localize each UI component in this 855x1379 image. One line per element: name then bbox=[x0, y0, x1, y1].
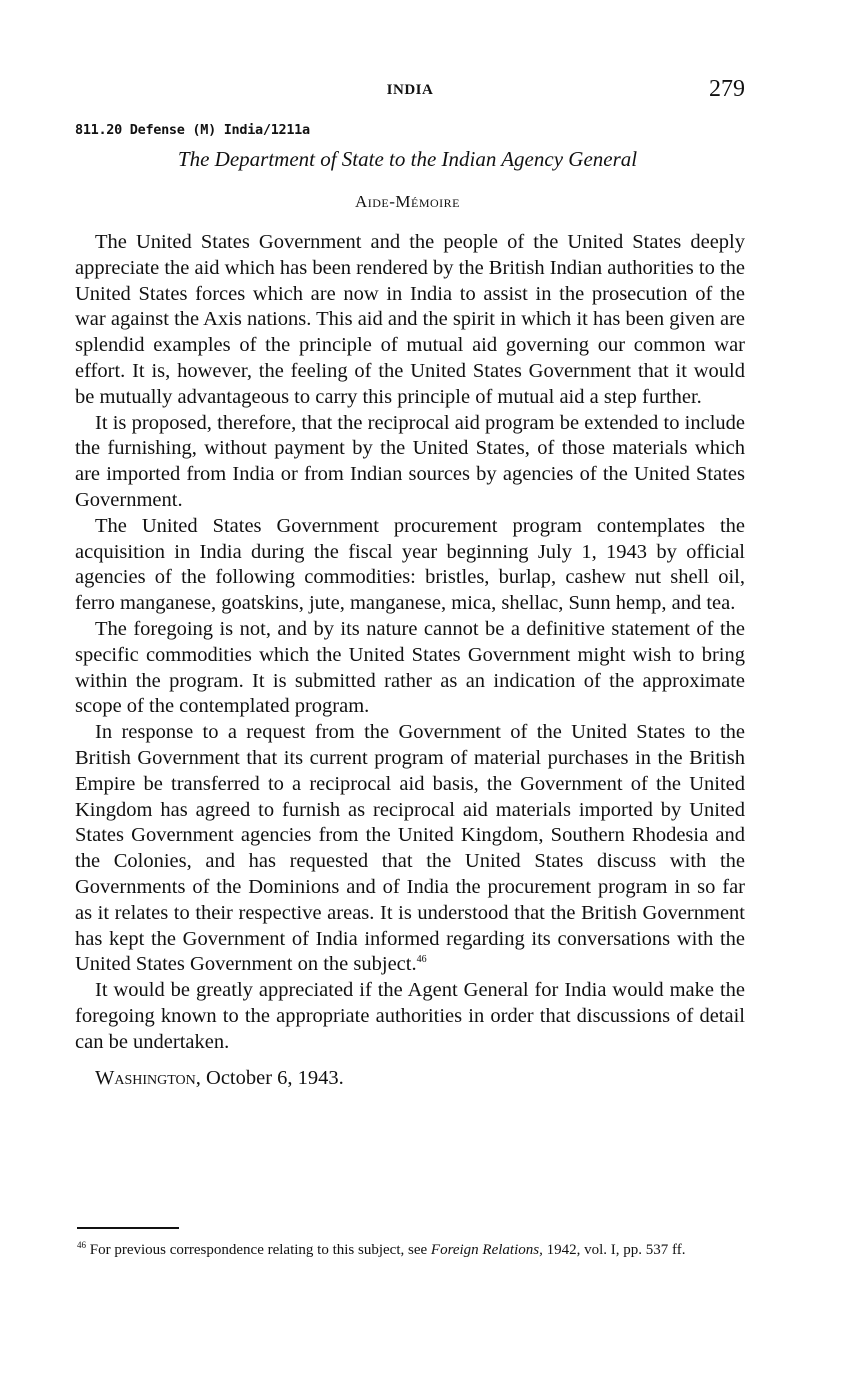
footnote-source: Foreign Relations, bbox=[430, 1242, 543, 1258]
paragraph: The United States Government and the people of the United States deeply appreciate the aid which has been rendered by the British Indian authorities to the United States forces which are now in India to assist in the prosecution of the war against the Axis nations. This aid and the spirit in which it has been given are splendid examples of the principle of mutual aid governing our common war effort. It is, however, the feeling of the United States Government that it would be mutually advantageous to carry this principle of mutual aid a step further. bbox=[75, 231, 746, 408]
paragraph: The foregoing is not, and by its nature cannot be a definitive statement of the specific commodities which the United States Government might wish to bring within the program. It is submitted rather as an indication of the approximate scope of the contemplated program. bbox=[75, 617, 745, 718]
paragraph-text: In response to a request from the Government of the United States to the British Government that its current program of material purchases in the British Empire be transferred to a reciprocal aid basis, the Government of the United Kingdom has agreed to furnish as reciprocal aid materials imported by United States Government agencies from the United Kingdom, Southern Rhodesia and the Colonies, and has requested that the United States discuss with the Governments of the Dominions and of India the procurement program in so far as it relates to their respective areas. It is understood that the British Government has kept the Government of India informed regarding its conversations with the United States Government on the subject. bbox=[75, 721, 745, 976]
footnote-reference: 46 bbox=[416, 954, 427, 966]
footnote-text: For previous correspondence relating to this subject, see bbox=[86, 1242, 431, 1258]
page-number: 279 bbox=[709, 76, 745, 102]
file-reference: 811.20 Defense (M) India/1211a bbox=[75, 122, 310, 138]
dateline-date: , October 6, 1943. bbox=[195, 1066, 344, 1089]
paragraph-with-footnote bbox=[75, 720, 745, 978]
document-type: Aide-Mémoire bbox=[354, 192, 461, 211]
footnote-citation: 1942, vol. I, pp. 537 ff. bbox=[542, 1242, 686, 1258]
running-title: INDIA bbox=[386, 82, 434, 98]
dateline bbox=[75, 1066, 745, 1092]
paragraph: It would be greatly appreciated if the Agent General for India would make the foregoing known to the appropriate authorities in order that discussions of detail can be undertaken. bbox=[75, 979, 745, 1053]
paragraph: The United States Government procurement program contemplates the acquisition in India during the fiscal year beginning July 1, 1943 by official agencies of the following commodities: bristles, burlap, cashew nut shell oil, ferro manganese, goatskins, jute, manganese, mica, shellac, Sunn hemp, and tea. bbox=[75, 514, 745, 615]
dateline-place: Washington bbox=[95, 1066, 196, 1089]
document-body bbox=[75, 230, 745, 1091]
footnote-divider bbox=[77, 1227, 179, 1229]
document-heading: The Department of State to the Indian Agency General bbox=[177, 147, 638, 171]
paragraph: It is proposed, therefore, that the reciprocal aid program be extended to include the furnishing, without payment by the United States, of those materials which are imported from India or from Indian sources by agencies of the United States Government. bbox=[75, 411, 745, 511]
footnote-marker: 46 bbox=[77, 1240, 86, 1250]
running-head bbox=[0, 76, 855, 110]
footnote bbox=[77, 1236, 749, 1259]
